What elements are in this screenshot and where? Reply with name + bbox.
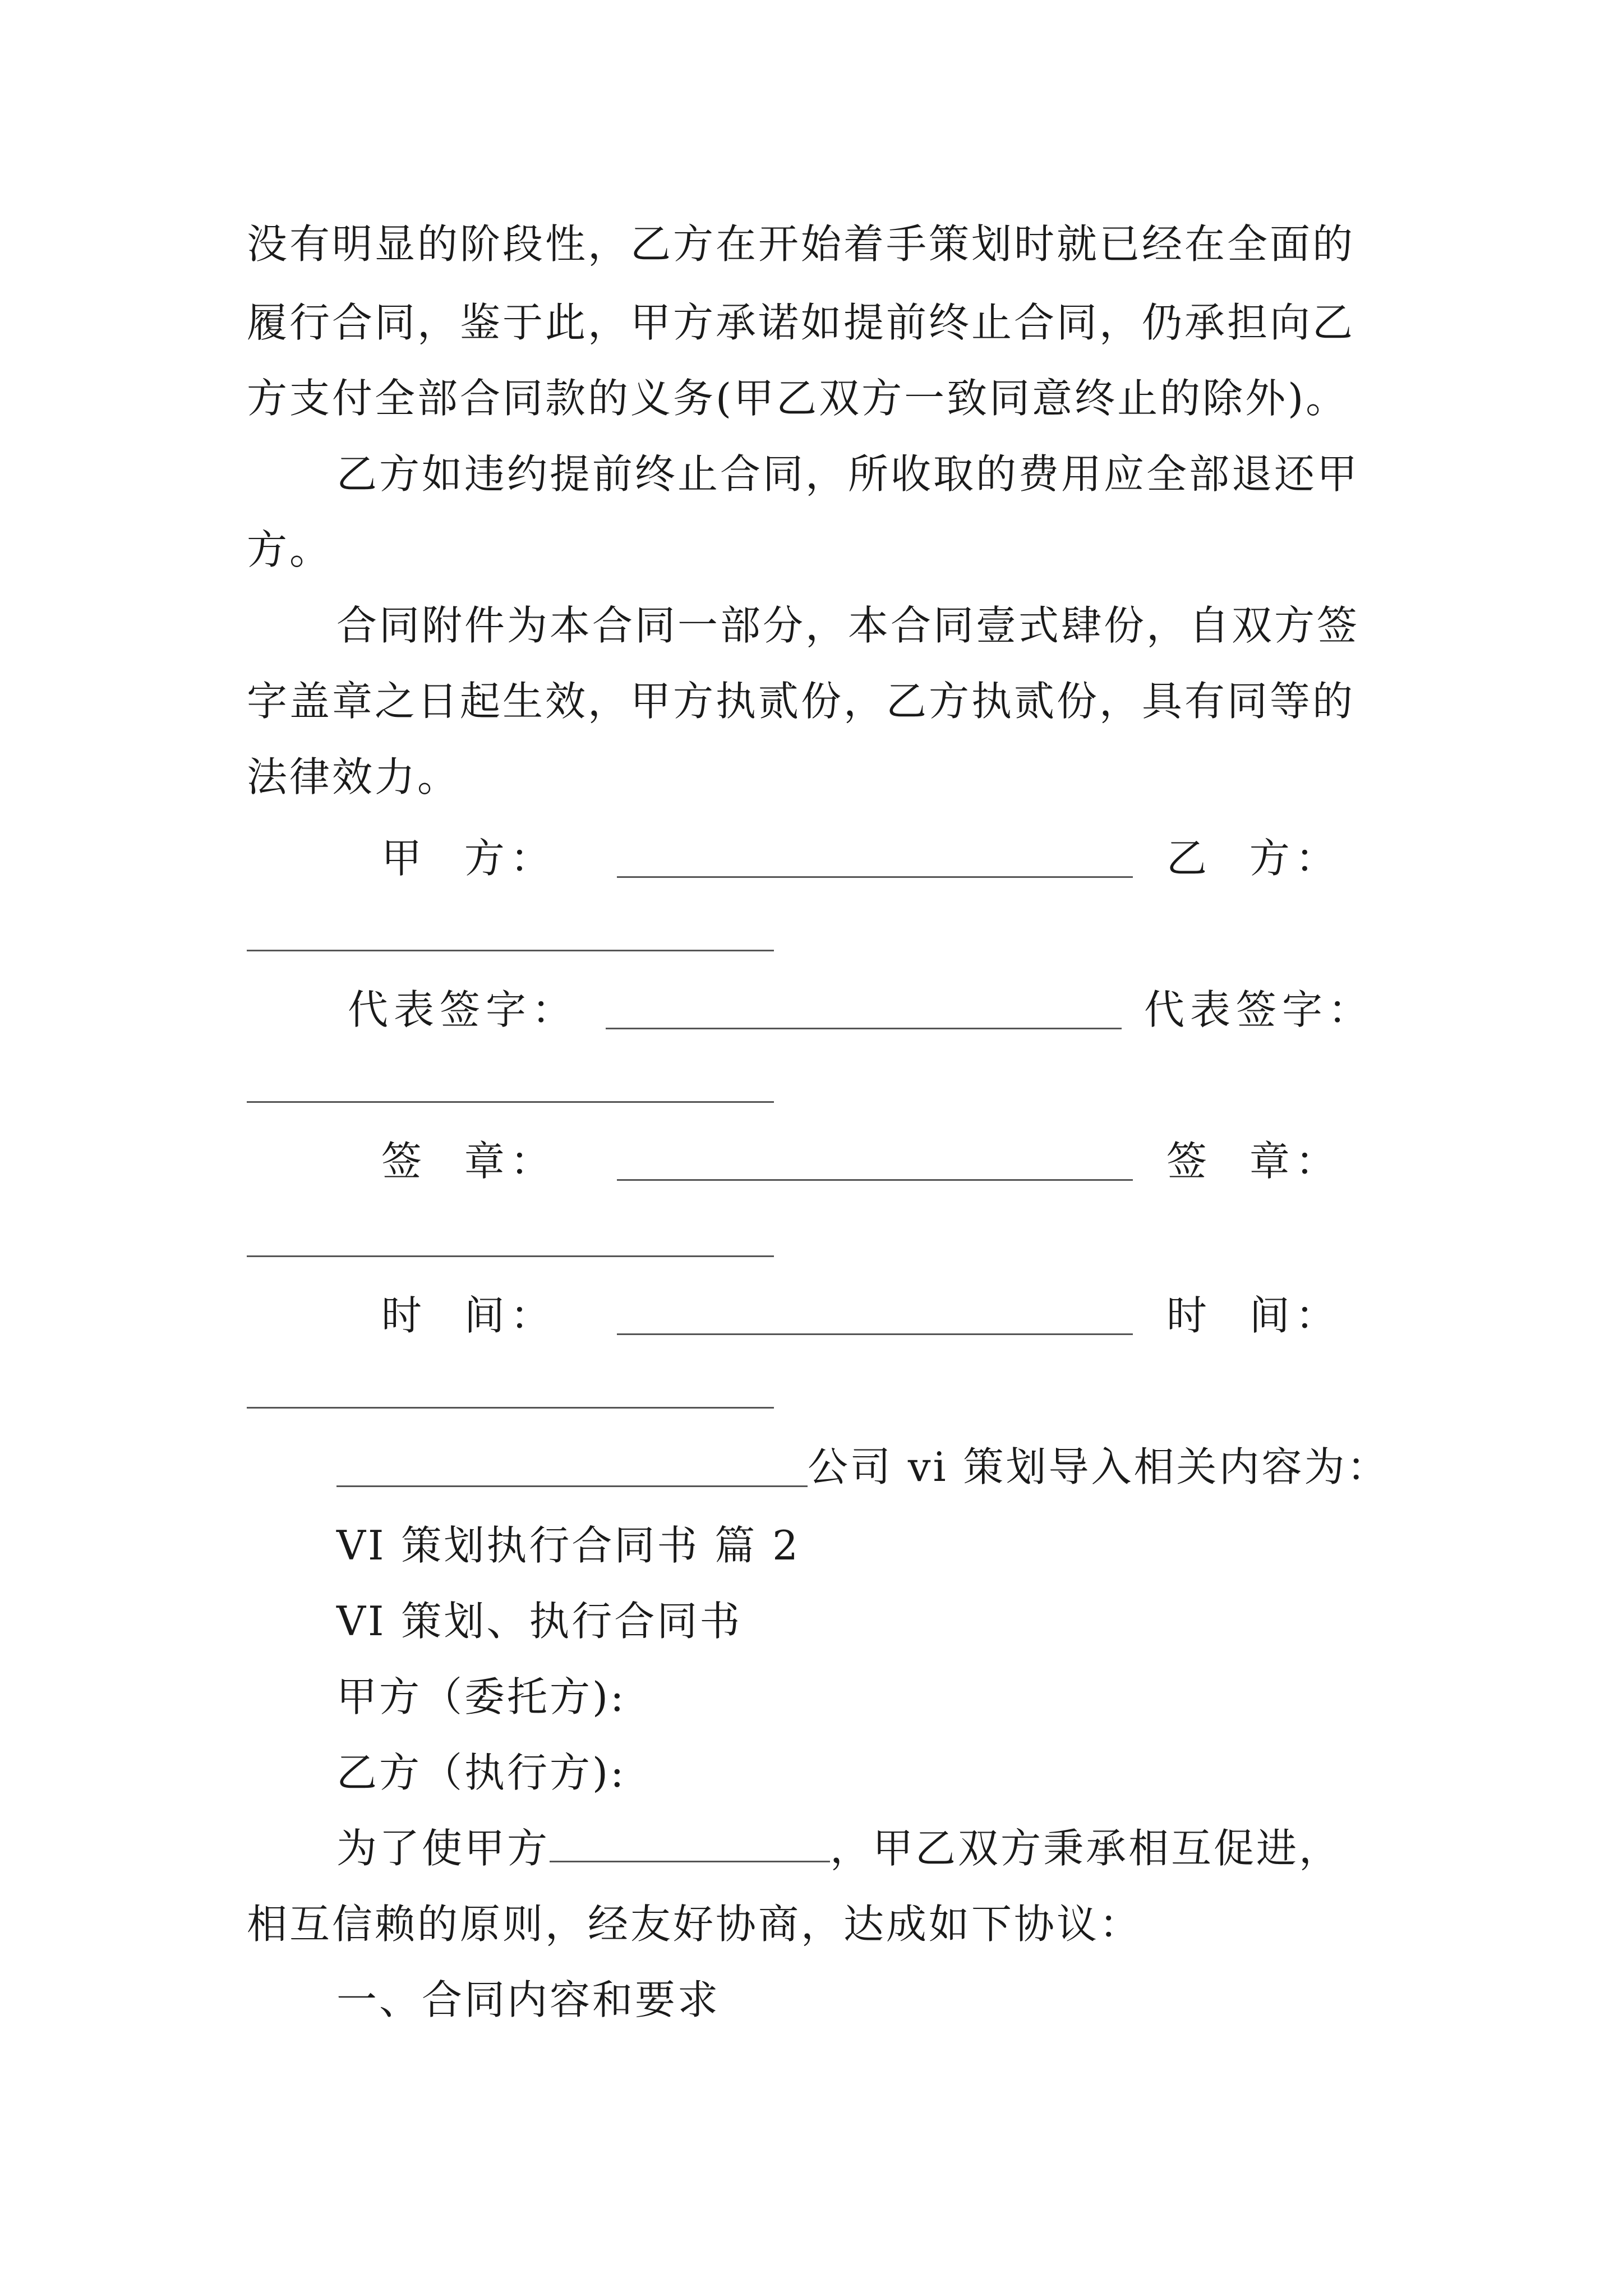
party-b-blank[interactable] bbox=[247, 950, 774, 951]
paragraph-line: 履行合同，鉴于此，甲方承诺如提前终止合同，仍承担向乙 bbox=[247, 299, 1355, 346]
paragraph-line: 字盖章之日起生效，甲方执贰份，乙方执贰份，具有同等的 bbox=[247, 678, 1355, 725]
rep-a-label: 代表签字： bbox=[348, 986, 578, 1033]
party-a-blank[interactable] bbox=[617, 876, 1133, 878]
rep-b-label: 代表签字： bbox=[1144, 986, 1375, 1033]
seal-b-label: 签 章： bbox=[1166, 1138, 1341, 1185]
paragraph-line: 乙方如违约提前终止合同，所收取的费用应全部退还甲 bbox=[336, 450, 1360, 498]
company-name-blank[interactable] bbox=[336, 1485, 808, 1487]
clause-heading: 一、合同内容和要求 bbox=[336, 1976, 721, 2023]
seal-b-blank[interactable] bbox=[247, 1255, 774, 1257]
signature-row-party bbox=[247, 830, 1391, 886]
party-a-line: 甲方（委托方): bbox=[336, 1673, 626, 1720]
party-b-label: 乙 方： bbox=[1166, 835, 1341, 882]
signature-row-representative bbox=[247, 982, 1391, 1038]
time-a-blank[interactable] bbox=[617, 1333, 1133, 1335]
paragraph-line: 合同附件为本合同一部分，本合同壹式肆份，自双方签 bbox=[336, 602, 1360, 649]
signature-row-seal bbox=[247, 1133, 1391, 1189]
time-b-blank[interactable] bbox=[247, 1407, 774, 1409]
paragraph-line: 法律效力。 bbox=[247, 753, 460, 800]
paragraph-line: 方支付全部合同款的义务(甲乙双方一致同意终止的除外)。 bbox=[247, 375, 1349, 422]
purpose-suffix: ，甲乙双方秉承相互促进， bbox=[830, 1825, 1342, 1872]
paragraph-line: 相互信赖的原则，经友好协商，达成如下协议： bbox=[247, 1901, 1142, 1948]
time-b-label: 时 间： bbox=[1166, 1292, 1341, 1339]
paragraph-line: 没有明显的阶段性，乙方在开始着手策划时就已经在全面的 bbox=[247, 220, 1355, 268]
vi-intro-text: 公司 vi 策划导入相关内容为： bbox=[808, 1443, 1390, 1490]
seal-a-blank[interactable] bbox=[617, 1179, 1133, 1181]
purpose-prefix: 为了使甲方 bbox=[336, 1825, 550, 1872]
contract-title: VI 策划、执行合同书 bbox=[336, 1598, 743, 1645]
time-a-label: 时 间： bbox=[381, 1292, 556, 1339]
purpose-blank[interactable] bbox=[550, 1827, 830, 1862]
seal-a-label: 签 章： bbox=[381, 1138, 556, 1185]
section-heading: VI 策划执行合同书 篇 2 bbox=[336, 1522, 800, 1569]
party-a-label: 甲 方： bbox=[381, 835, 556, 882]
party-b-line: 乙方（执行方): bbox=[336, 1749, 626, 1796]
signature-row-time bbox=[247, 1287, 1391, 1343]
purpose-line bbox=[336, 1820, 1402, 1876]
rep-b-blank[interactable] bbox=[247, 1101, 774, 1103]
rep-a-blank[interactable] bbox=[606, 1028, 1122, 1029]
paragraph-line: 方。 bbox=[247, 526, 333, 573]
